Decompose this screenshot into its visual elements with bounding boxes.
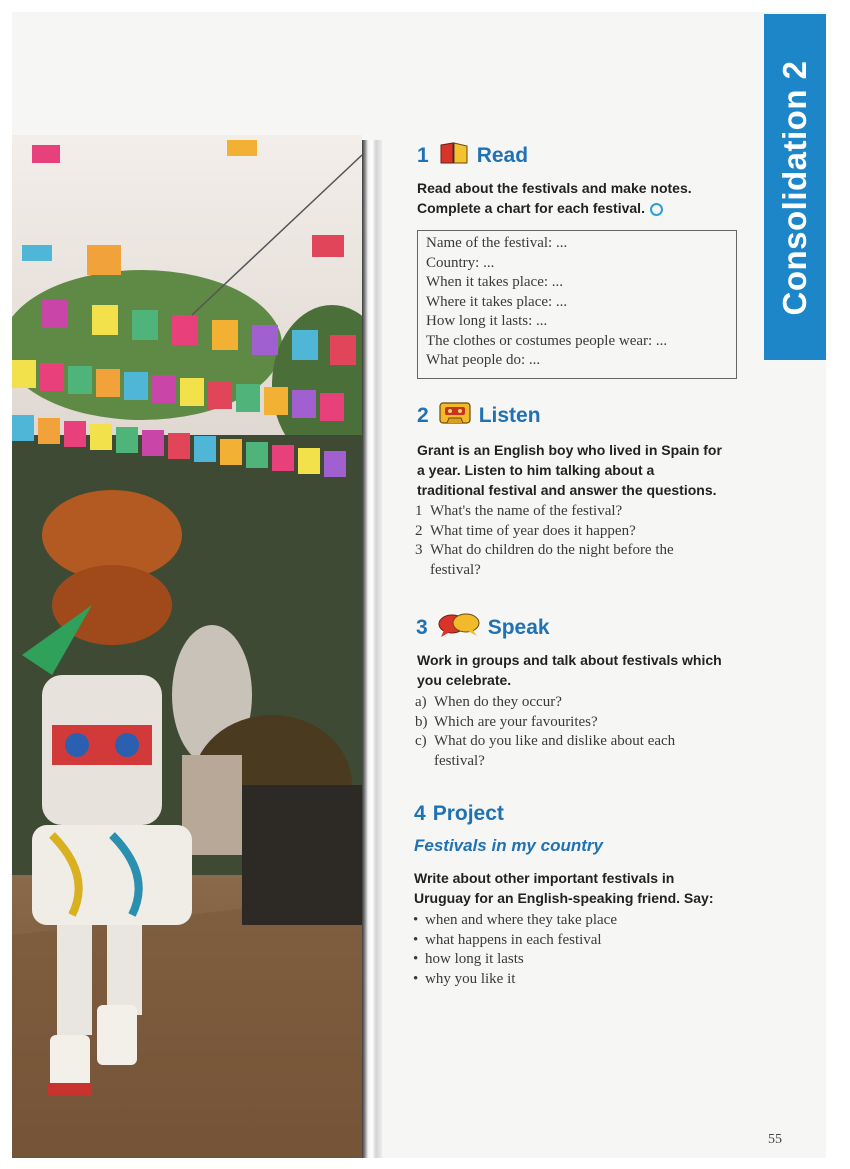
question-text: What time of year does it happen? xyxy=(430,522,636,539)
section-read-instructions xyxy=(417,178,692,218)
section-number: 4 xyxy=(414,802,426,825)
project-subtitle: Festivals in my country xyxy=(414,836,603,855)
question-text: festival? xyxy=(430,561,481,578)
question-text: festival? xyxy=(434,752,485,769)
question-number: 3 xyxy=(415,542,423,558)
question-letter: b) xyxy=(415,713,428,730)
section-number: 1 xyxy=(417,144,429,167)
question-text: Which are your favourites? xyxy=(434,713,598,730)
instruction-line: Read about the festivals and make notes. xyxy=(417,180,692,196)
question-number: 1 xyxy=(415,503,423,519)
notes-chart-box xyxy=(417,230,737,379)
section-title: Read xyxy=(476,144,529,167)
question-letter: c) xyxy=(415,733,427,749)
list-item xyxy=(415,732,675,771)
list-item xyxy=(415,522,674,542)
chart-field: How long it lasts: ... xyxy=(426,313,548,329)
list-item xyxy=(415,502,674,522)
section-read-heading xyxy=(417,141,528,171)
list-item: • what happens in each festival xyxy=(413,931,617,951)
page-number: 55 xyxy=(768,1132,782,1147)
list-item xyxy=(415,541,674,580)
chart-field: Country: ... xyxy=(426,254,495,271)
instruction-line: Uruguay for an English-speaking friend. Say: xyxy=(414,890,714,906)
section-number: 3 xyxy=(416,616,428,639)
instruction-line: Grant is an English boy who lived in Spain for xyxy=(417,442,722,458)
section-project-instructions xyxy=(414,868,714,908)
section-title: Speak xyxy=(487,616,550,639)
section-listen-heading xyxy=(417,402,541,430)
bullet-text: how long it lasts xyxy=(425,951,524,967)
listen-questions xyxy=(415,502,674,580)
consolidation-tab-label: Consolidation 2 xyxy=(776,60,813,316)
bullet-text: when and where they take place xyxy=(425,912,617,928)
question-letter: a) xyxy=(415,694,427,710)
section-title: Listen xyxy=(478,404,541,427)
instruction-line: traditional festival and answer the questions. xyxy=(417,482,717,498)
list-item: • how long it lasts xyxy=(413,950,617,970)
section-listen-instructions xyxy=(417,440,722,500)
question-text: What's the name of the festival? xyxy=(430,503,623,519)
question-text: What do children do the night before the xyxy=(430,542,674,558)
question-number: 2 xyxy=(415,522,423,539)
chart-field: The clothes or costumes people wear: ... xyxy=(426,332,668,349)
list-item xyxy=(415,693,675,713)
chart-field: What people do: ... xyxy=(426,352,541,368)
cassette-icon xyxy=(439,402,471,430)
book-gutter xyxy=(362,140,382,1158)
instruction-line: Work in groups and talk about festivals which xyxy=(417,652,722,668)
question-text: When do they occur? xyxy=(434,694,562,710)
section-speak-instructions xyxy=(417,650,722,690)
chart-field: When it takes place: ... xyxy=(426,274,564,290)
instruction-line: Write about other important festivals in xyxy=(414,870,675,886)
speech-bubbles-icon xyxy=(438,612,480,644)
section-speak-heading xyxy=(416,612,550,644)
section-number: 2 xyxy=(417,404,429,427)
book-icon xyxy=(439,141,469,171)
bullet-text: why you like it xyxy=(425,970,516,987)
speak-questions xyxy=(415,693,675,771)
instruction-line: you celebrate. xyxy=(417,672,512,688)
list-item: • why you like it xyxy=(413,970,617,990)
bullet-text: what happens in each festival xyxy=(425,931,602,948)
instruction-line: Complete a chart for each festival. xyxy=(417,200,645,216)
list-item xyxy=(415,713,675,733)
chart-field: Where it takes place: ... xyxy=(426,293,568,310)
section-title: Project xyxy=(432,802,504,825)
list-item: • when and where they take place xyxy=(413,911,617,931)
section-project-heading xyxy=(414,802,504,826)
project-bullets xyxy=(413,911,617,989)
festival-photo xyxy=(12,135,362,1158)
audio-ring-icon xyxy=(650,203,663,216)
instruction-line: a year. Listen to him talking about a xyxy=(417,462,655,478)
question-text: What do you like and dislike about each xyxy=(434,733,676,749)
chart-field: Name of the festival: ... xyxy=(426,235,568,251)
